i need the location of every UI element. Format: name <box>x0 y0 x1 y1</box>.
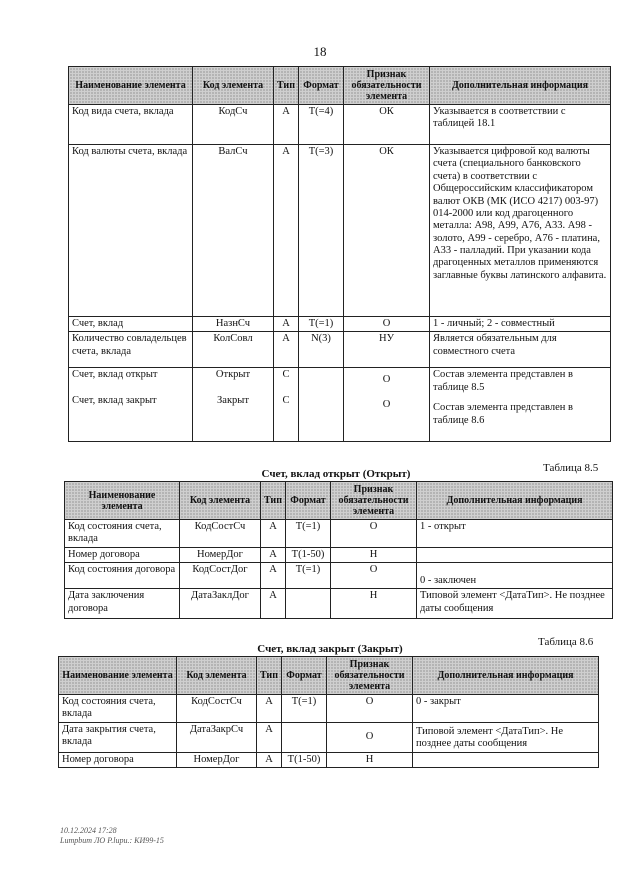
element-info: Состав элемента представлен в таблице 8.5 <box>433 369 573 393</box>
element-info: 1 - личный; 2 - совместный <box>430 317 611 332</box>
element-name: Код вида счета, вклада <box>69 105 193 145</box>
element-info <box>417 547 613 562</box>
header-cell: Код элемента <box>193 67 274 105</box>
table-row <box>65 547 613 562</box>
page-footer <box>60 826 164 845</box>
element-name: Счет, вклад <box>69 317 193 332</box>
element-format: Т(=1) <box>286 563 331 589</box>
footer-document-id: Lumpbum ЛО Р.lupu.: КИ99-15 <box>60 835 164 845</box>
element-requirement: НУ <box>344 332 430 368</box>
element-requirement: О <box>331 563 417 589</box>
element-requirement: Н <box>331 589 417 619</box>
element-requirement: О <box>344 317 430 332</box>
element-name: Количество совладельцев счета, вклада <box>69 332 193 368</box>
element-format: Т(=1) <box>286 520 331 548</box>
element-info: Указывается в соответствии с таблицей 18.1 <box>430 105 611 145</box>
element-type: А <box>261 547 286 562</box>
table-header-row <box>69 67 611 105</box>
element-requirement: О <box>331 520 417 548</box>
element-code: НомерДог <box>180 547 261 562</box>
header-cell: Формат <box>286 482 331 520</box>
element-format: Т(=1) <box>299 317 344 332</box>
header-cell: Наименование элемента <box>69 67 193 105</box>
element-type: А <box>261 589 286 619</box>
table-row <box>69 145 611 317</box>
element-info: Состав элемента представлен в таблице 8.6 <box>433 402 573 426</box>
element-type: А <box>274 105 299 145</box>
header-cell: Тип <box>274 67 299 105</box>
element-info-pair <box>430 368 611 442</box>
element-format: Т(=4) <box>299 105 344 145</box>
element-info: Типовой элемент <ДатаТип>. Не позднее даты сообщения <box>417 589 613 619</box>
table-row <box>59 695 599 723</box>
header-cell: Признак обязательности элемента <box>327 657 413 695</box>
element-name: Номер договора <box>65 547 180 562</box>
header-cell: Наименование элемента <box>65 482 180 520</box>
table-row <box>59 752 599 767</box>
element-code-pair <box>193 368 274 442</box>
header-cell: Формат <box>282 657 327 695</box>
element-format <box>286 589 331 619</box>
table-row <box>69 105 611 145</box>
element-requirement: Н <box>327 752 413 767</box>
header-cell: Признак обязательности элемента <box>344 67 430 105</box>
element-name: Дата заключения договора <box>65 589 180 619</box>
element-name: Дата закрытия счета, вклада <box>59 722 177 752</box>
element-requirement: ОК <box>344 105 430 145</box>
element-type: А <box>257 752 282 767</box>
table-row <box>69 368 611 442</box>
element-type: А <box>274 317 299 332</box>
element-name: Код состояния договора <box>65 563 180 589</box>
element-code: ДатаЗакрСч <box>177 722 257 752</box>
element-info: 1 - открыт <box>417 520 613 548</box>
table-row <box>65 563 613 589</box>
header-cell: Формат <box>299 67 344 105</box>
header-cell: Тип <box>257 657 282 695</box>
element-format: Т(1-50) <box>282 752 327 767</box>
element-info <box>413 752 599 767</box>
element-name: Код валюты счета, вклада <box>69 145 193 317</box>
main-table <box>68 66 611 442</box>
element-type: А <box>274 332 299 368</box>
element-code: НомерДог <box>177 752 257 767</box>
element-info: 0 - закрыт <box>413 695 599 723</box>
header-cell: Код элемента <box>177 657 257 695</box>
header-cell: Код элемента <box>180 482 261 520</box>
element-requirement: О <box>382 374 391 386</box>
element-format: Т(=3) <box>299 145 344 317</box>
table-header-row <box>65 482 613 520</box>
element-requirement-pair <box>344 368 430 442</box>
element-type: А <box>261 563 286 589</box>
element-type: С <box>282 394 290 406</box>
page-number: 18 <box>313 44 327 59</box>
element-code: Закрыт <box>217 394 249 406</box>
table-title: Счет, вклад открыт (Открыт) <box>261 468 411 480</box>
element-type: С <box>282 369 290 381</box>
element-code: КодСч <box>193 105 274 145</box>
element-type-pair <box>274 368 299 442</box>
element-requirement: О <box>327 722 413 752</box>
element-name-pair <box>69 368 193 442</box>
element-code: ВалСч <box>193 145 274 317</box>
element-format: Т(=1) <box>282 695 327 723</box>
element-name: Код состояния счета, вклада <box>59 695 177 723</box>
footer-timestamp: 10.12.2024 17:28 <box>60 826 117 835</box>
header-cell: Наименование элемента <box>59 657 177 695</box>
table-row <box>69 332 611 368</box>
element-format: Т(1-50) <box>286 547 331 562</box>
table-row <box>65 589 613 619</box>
element-name: Счет, вклад закрыт <box>72 394 157 406</box>
table-caption: Таблица 8.6 <box>538 636 594 648</box>
element-code: КодСостДог <box>180 563 261 589</box>
table-8-5 <box>64 481 613 619</box>
element-requirement: Н <box>331 547 417 562</box>
table-header-row <box>59 657 599 695</box>
table-8-6 <box>58 656 599 768</box>
element-format <box>282 722 327 752</box>
element-code: КолСовл <box>193 332 274 368</box>
header-cell: Тип <box>261 482 286 520</box>
element-code: ДатаЗаклДог <box>180 589 261 619</box>
table-row <box>59 722 599 752</box>
element-info: Является обязательным для совместного счета <box>430 332 611 368</box>
element-name: Код состояния счета, вклада <box>65 520 180 548</box>
element-format: N(3) <box>299 332 344 368</box>
table-caption: Таблица 8.5 <box>543 462 599 474</box>
element-type: А <box>257 722 282 752</box>
element-requirement: О <box>382 398 391 410</box>
header-cell: Дополнительная информация <box>430 67 611 105</box>
element-info: 0 - заключен <box>417 563 613 589</box>
element-requirement: ОК <box>344 145 430 317</box>
element-code: Открыт <box>215 369 251 381</box>
element-name: Счет, вклад открыт <box>72 369 158 381</box>
element-name: Номер договора <box>59 752 177 767</box>
header-cell: Дополнительная информация <box>413 657 599 695</box>
table-row <box>69 317 611 332</box>
element-type: А <box>261 520 286 548</box>
element-requirement: О <box>327 695 413 723</box>
header-cell: Дополнительная информация <box>417 482 613 520</box>
element-format-pair <box>299 368 344 442</box>
table-row <box>65 520 613 548</box>
element-code: НазнСч <box>193 317 274 332</box>
element-type: А <box>257 695 282 723</box>
table-title: Счет, вклад закрыт (Закрыт) <box>257 643 403 655</box>
element-code: КодСостСч <box>177 695 257 723</box>
element-code: КодСостСч <box>180 520 261 548</box>
element-info: Указывается цифровой код валюты счета (специального банковского счета) в соответствии с Общероссийским классификатором валют ОКВ (МК (ИСО 4217) 003-97) 014-2000 или код драгоценного металла: А98, А99, А76, А33. А98 - золото, А99 - серебро, А76 - платина, А33 - палладий. При указании кода драгоценных металлов применяются заглавные буквы латинского алфавита. <box>430 145 611 317</box>
element-info: Типовой элемент <ДатаТип>. Не позднее даты сообщения <box>413 722 599 752</box>
element-type: А <box>274 145 299 317</box>
header-cell: Признак обязательности элемента <box>331 482 417 520</box>
